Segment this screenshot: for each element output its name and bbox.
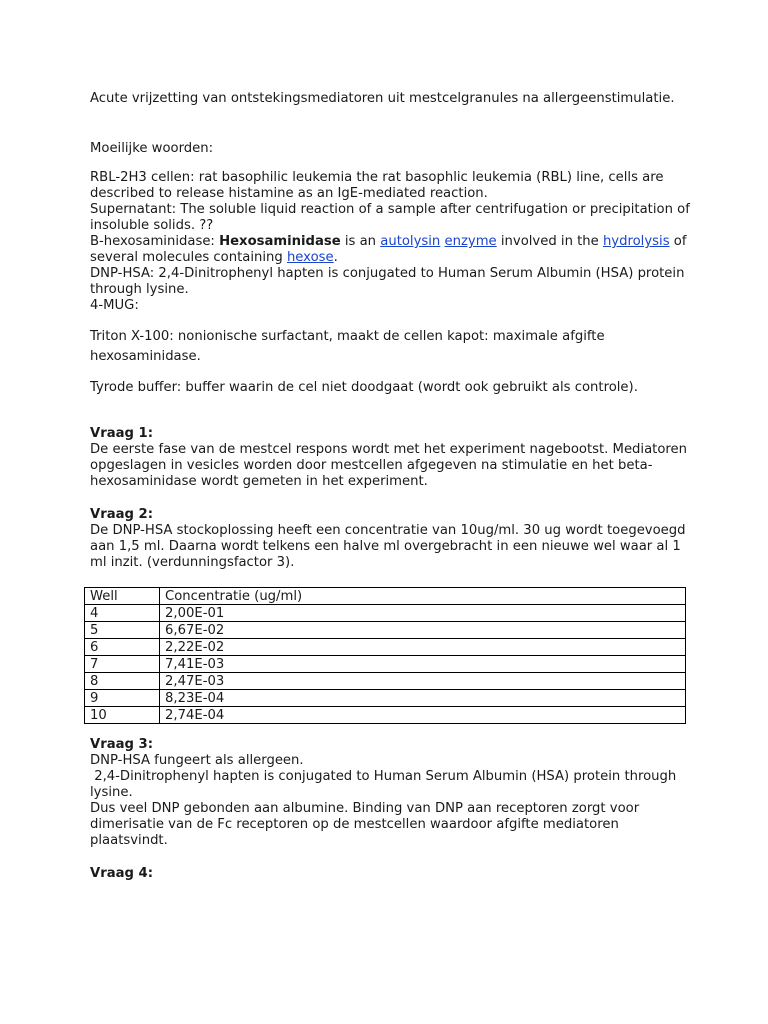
hexo-several: of several molecules containing — [90, 234, 687, 265]
definition-hexosaminidase — [90, 234, 690, 266]
question-3-line-2: 2,4-Dinitrophenyl hapten is conjugated to Human Serum Albumin (HSA) protein through lysine. — [90, 769, 681, 800]
hexo-bold-term: Hexosaminidase — [219, 234, 341, 249]
question-4 — [90, 866, 690, 882]
concentration-table — [84, 587, 686, 724]
definition-supernatant: Supernatant: The soluble liquid reaction of a sample after centrifugation or precipitation of insoluble solids. ?? — [90, 202, 690, 233]
question-2-label: Vraag 2: — [90, 507, 153, 522]
table-header-row — [85, 588, 686, 605]
difficult-words-heading: Moeilijke woorden: — [90, 141, 214, 156]
link-autolysin[interactable]: autolysin — [380, 234, 441, 249]
cell-well: 4 — [85, 605, 160, 622]
hexo-end: . — [333, 250, 338, 265]
cell-well: 6 — [85, 639, 160, 656]
hexo-is-an: is an — [340, 234, 381, 249]
question-1-text: De eerste fase van de mestcel respons wordt met het experiment nagebootst. Mediatoren opgeslagen in vesicles worden door mestcellen afgegeven na stimulatie en het beta-hexosaminidase wordt gemeten in het experiment. — [90, 442, 688, 489]
cell-concentration: 8,23E-04 — [160, 690, 686, 707]
link-hexose[interactable]: hexose — [286, 250, 334, 265]
table-row — [85, 673, 686, 690]
cell-well: 9 — [85, 690, 160, 707]
question-3 — [90, 737, 690, 849]
definition-dnp-hsa: DNP-HSA: 2,4-Dinitrophenyl hapten is conjugated to Human Serum Albumin (HSA) protein through lysine. — [90, 266, 685, 297]
table-row — [85, 690, 686, 707]
link-hydrolysis[interactable]: hydrolysis — [602, 234, 670, 249]
question-1 — [90, 426, 690, 490]
cell-concentration: 6,67E-02 — [160, 622, 686, 639]
question-1-label: Vraag 1: — [90, 426, 153, 441]
link-enzyme[interactable]: enzyme — [444, 234, 497, 249]
cell-well: 5 — [85, 622, 160, 639]
hexo-prefix: B-hexosaminidase: — [90, 234, 220, 249]
cell-concentration: 2,22E-02 — [160, 639, 686, 656]
definition-tyrode: Tyrode buffer: buffer waarin de cel niet doodgaat (wordt ook gebruikt als controle). — [90, 380, 638, 395]
cell-concentration: 2,47E-03 — [160, 673, 686, 690]
table-row — [85, 639, 686, 656]
question-2-text: De DNP-HSA stockoplossing heeft een concentratie van 10ug/ml. 30 ug wordt toegevoegd aan 1,5 ml. Daarna wordt telkens een halve ml overgebracht in een nieuwe wel waar al 1 ml inzit. (verdunningsfactor 3). — [90, 523, 686, 570]
question-4-label: Vraag 4: — [90, 866, 153, 881]
table-row — [85, 605, 686, 622]
table-row — [85, 656, 686, 673]
definitions-block — [90, 170, 690, 314]
definition-triton: Triton X-100: nonionische surfactant, maakt de cellen kapot: maximale afgifte hexosaminidase. — [90, 329, 605, 364]
question-3-line-3: Dus veel DNP gebonden aan albumine. Binding van DNP aan receptoren zorgt voor dimerisatie van de Fc receptoren op de mestcellen waardoor afgifte mediatoren plaatsvindt. — [90, 801, 640, 848]
cell-concentration: 2,74E-04 — [160, 707, 686, 724]
header-well: Well — [85, 588, 160, 605]
question-3-line-1: DNP-HSA fungeert als allergeen. — [90, 753, 304, 768]
cell-well: 7 — [85, 656, 160, 673]
question-2 — [90, 507, 690, 571]
cell-concentration: 7,41E-03 — [160, 656, 686, 673]
hexo-involved: involved in the — [496, 234, 603, 249]
header-concentration: Concentratie (ug/ml) — [160, 588, 686, 605]
definition-4-mug: 4-MUG: — [90, 298, 139, 313]
cell-well: 8 — [85, 673, 160, 690]
question-3-label: Vraag 3: — [90, 737, 153, 752]
cell-well: 10 — [85, 707, 160, 724]
document-title: Acute vrijzetting van ontstekingsmediatoren uit mestcelgranules na allergeenstimulatie. — [90, 91, 675, 106]
cell-concentration: 2,00E-01 — [160, 605, 686, 622]
table-row — [85, 707, 686, 724]
table-row — [85, 622, 686, 639]
definition-rbl: RBL-2H3 cellen: rat basophilic leukemia the rat basophlic leukemia (RBL) line, cells are described to release histamine as an IgE-mediated reaction. — [90, 170, 664, 201]
